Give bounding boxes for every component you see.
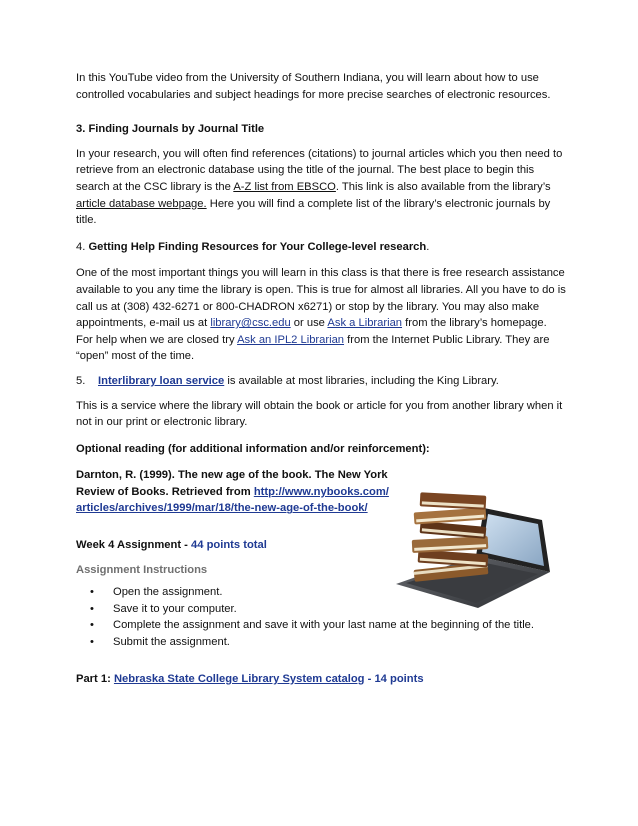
az-list-link[interactable]: A-Z list from EBSCO [233, 180, 336, 193]
section5-paragraph: This is a service where the library will obtain the book or article for you from another library when it not in our print or electronic library. [76, 399, 563, 429]
nscls-catalog-link[interactable]: Nebraska State College Library System catalog [113, 672, 365, 685]
ask-librarian-link[interactable]: Ask a Librarian [327, 317, 403, 330]
ipl2-librarian-link[interactable]: Ask an IPL2 Librarian [237, 333, 345, 346]
list-item: • Submit the assignment. [90, 636, 230, 649]
section5-heading: 5. Interlibrary loan service is available at most libraries, including the King Library. [76, 374, 499, 387]
section3-paragraph: In your research, you will often find references (citations) to journal articles which you then need to retrieve from an electronic database using the title of the journal. The best place to begin this search at the CSC library is the A-Z list from EBSCO. This link is also available from the library’s article database webpage. Here you will find a complete list of the library’s electronic journals by title. [76, 147, 563, 227]
section3-heading: 3. Finding Journals by Journal Title [76, 123, 265, 136]
nybooks-url-link[interactable]: http://www.nybooks.com/articles/archives/1999/mar/18/the-new-age-of-the-book/ [76, 485, 389, 515]
interlibrary-loan-link[interactable]: Interlibrary loan service [98, 374, 225, 387]
list-item: • Save it to your computer. [90, 602, 237, 615]
intro-paragraph: In this YouTube video from the University of Southern Indiana, you will learn about how to use controlled vocabularies and subject headings for more precise searches of electronic resources. [76, 72, 551, 101]
email-link[interactable]: library@csc.edu [210, 317, 291, 330]
section4-heading: 4. Getting Help Finding Resources for Your College-level research. [76, 240, 430, 253]
optional-reading-heading: Optional reading (for additional information and/or reinforcement): [76, 442, 430, 455]
part1-heading: Part 1: Nebraska State College Library System catalog - 14 points [76, 672, 424, 685]
books-on-laptop-icon [392, 486, 552, 608]
darnton-citation: Darnton, R. (1999). The new age of the book. The New York Review of Books. Retrieved from http://www.nybooks.com/articles/archives/1999/mar/18/the-new-age-of-the-book/ [76, 469, 389, 515]
article-database-link[interactable]: article database webpage. [76, 197, 207, 210]
list-item: • Complete the assignment and save it with your last name at the beginning of the title. [90, 619, 535, 632]
list-item: • Open the assignment. [90, 586, 223, 599]
week4-title: Week 4 Assignment - 44 points total [76, 539, 267, 552]
section4-paragraph: One of the most important things you will learn in this class is that there is free research assistance available to you any time the library is open. This is true for almost all libraries. All you have to do is call us at (308) 432-6271 or 800-CHADRON x6271) or stop by the library. You may also make appointments, e-mail us at library@csc.edu or use Ask a Librarian from the library’s homepage. For help when we are closed try Ask an IPL2 Librarian from the Internet Public Library. They are “open” most of the time. [76, 267, 566, 363]
assignment-instructions-heading: Assignment Instructions [76, 563, 208, 576]
